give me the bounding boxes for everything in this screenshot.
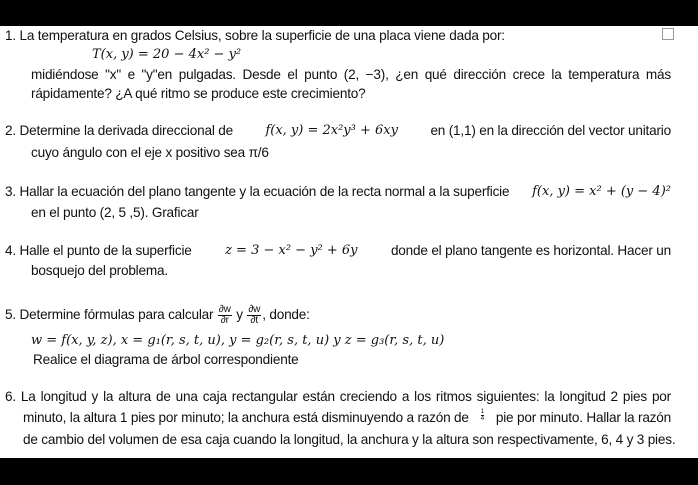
problem-5-y: y [236,307,243,323]
bottom-black-bar [0,458,698,485]
problem-1-equation: T(x, y) = 20 − 4x² − y² [92,47,242,62]
partial-w-t-fraction: $\frac{\partial w}{\partial t}$ [248,304,261,326]
problem-3-line-1 [5,183,671,201]
problem-2-function: f(x, y) = 2x²y³ + 6xy [265,123,398,138]
problem-3-line-2: en el punto (2, 5 ,5). Graficar [31,205,199,220]
problem-1-line-1: 1. La temperatura en grados Celsius, sobre la superficie de una placa viene dada por: [5,28,505,43]
problem-6-line-2 [23,409,671,427]
partial-w-r-fraction: $\frac{\partial w}{\partial r}$ [218,304,231,326]
top-black-bar [0,0,698,26]
problem-2-line-1 [5,122,671,140]
problem-5-line-3: Realice el diagrama de árbol correspondiente [33,352,299,367]
problem-2-line-2: cuyo ángulo con el eje x positivo sea π/6 [31,145,269,160]
problem-4-text-b: donde el plano tangente es horizontal. Hacer un [390,243,671,258]
problem-5-text-b: , donde: [262,307,310,323]
problem-6-text-a: minuto, la altura 1 pies por minuto; la anchura está disminuyendo a razón de [23,410,469,425]
problem-4-text-a: 4. Halle el punto de la superficie [5,243,192,258]
problem-3-function: f(x, y) = x² + (y − 4)² [532,184,671,199]
checkbox[interactable] [662,28,674,40]
one-quarter-fraction: $\frac{1}{4}$ [480,409,484,422]
problem-4-line-2: bosquejo del problema. [31,263,168,278]
problem-4-line-1 [5,242,671,260]
problem-1-line-3: rápidamente? ¿A qué ritmo se produce este crecimiento? [31,86,366,101]
problem-4-surface: z = 3 − x² − y² + 6y [225,243,358,258]
problem-5-line-1 [5,305,310,326]
problem-6-line-3: de cambio del volumen de esa caja cuando la longitud, la anchura y la altura son respectivamente, 6, 4 y 3 pies. [23,432,676,447]
problem-2-text-a: 2. Determine la derivada direccional de [5,123,233,138]
problem-5-text-a: 5. Determine fórmulas para calcular [5,307,214,323]
exercise-sheet [0,26,698,458]
problem-3-text-a: 3. Hallar la ecuación del plano tangente y la ecuación de la recta normal a la superficie [5,184,510,199]
problem-6-text-b: pie por minuto. Hallar la razón [495,410,671,425]
problem-5-equation: w = f(x, y, z), x = g₁(r, s, t, u), y = g₂(r, s, t, u) y z = g₃(r, s, t, u) [31,333,445,348]
problem-6-line-1: 6. La longitud y la altura de una caja rectangular están creciendo a los ritmos siguientes: la longitud 2 pies por [5,389,671,404]
problem-2-text-b: en (1,1) en la dirección del vector unitario [430,123,671,138]
problem-1-line-2: midiéndose "x" e "y"en pulgadas. Desde el punto (2, −3), ¿en qué dirección crece la temperatura más [31,67,671,82]
